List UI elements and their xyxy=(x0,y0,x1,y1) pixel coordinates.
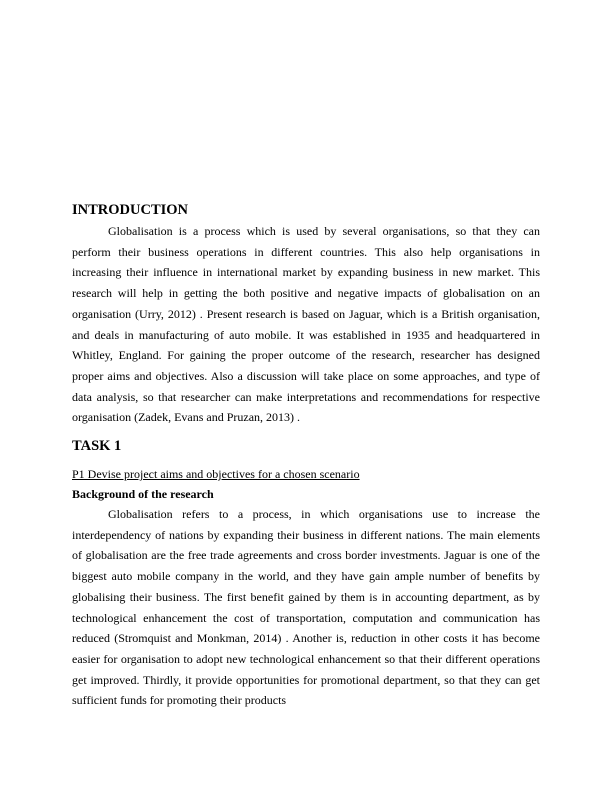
introduction-paragraph: Globalisation is a process which is used by several organisations, so that they can perform their business operations in different countries. This also help organisations in increasing their influence in international market by expanding business in new market. This research will help in getting the both positive and negative impacts of globalisation on an organisation (Urry, 2012) . Present research is based on Jaguar, which is a British organisation, and deals in manufacturing of auto mobile. It was established in 1935 and headquartered in Whitley, England. For gaining the proper outcome of the research, researcher has designed proper aims and objectives. Also a discussion will take place on some approaches, and type of data analysis, so that researcher can make interpretations and recommendations for respective organisation (Zadek, Evans and Pruzan, 2013) . xyxy=(72,224,540,425)
document-page xyxy=(72,199,540,711)
task1-subheading: P1 Devise project aims and objectives for a chosen scenario xyxy=(72,467,360,482)
task1-heading: TASK 1 xyxy=(72,438,122,455)
background-heading: Background of the research xyxy=(72,487,214,502)
introduction-heading: INTRODUCTION xyxy=(72,202,189,218)
background-paragraph: Globalisation refers to a process, in which organisations use to increase the interdependency of nations by expanding their business in different nations. The main elements of globalisation are the free trade agreements and cross border investments. Jaguar is one of the biggest auto mobile company in the world, and they have gain ample number of benefits by globalising their business. The first benefit gained by them is in accounting department, as by technological enhancement the cost of transportation, computation and communication has reduced (Stromquist and Monkman, 2014) . Another is, reduction in other costs it has become easier for organisation to adopt new technological enhancement so that their different operations get improved. Thirdly, it provide opportunities for promotional department, so that they can get sufficient funds for promoting their products xyxy=(72,507,540,708)
